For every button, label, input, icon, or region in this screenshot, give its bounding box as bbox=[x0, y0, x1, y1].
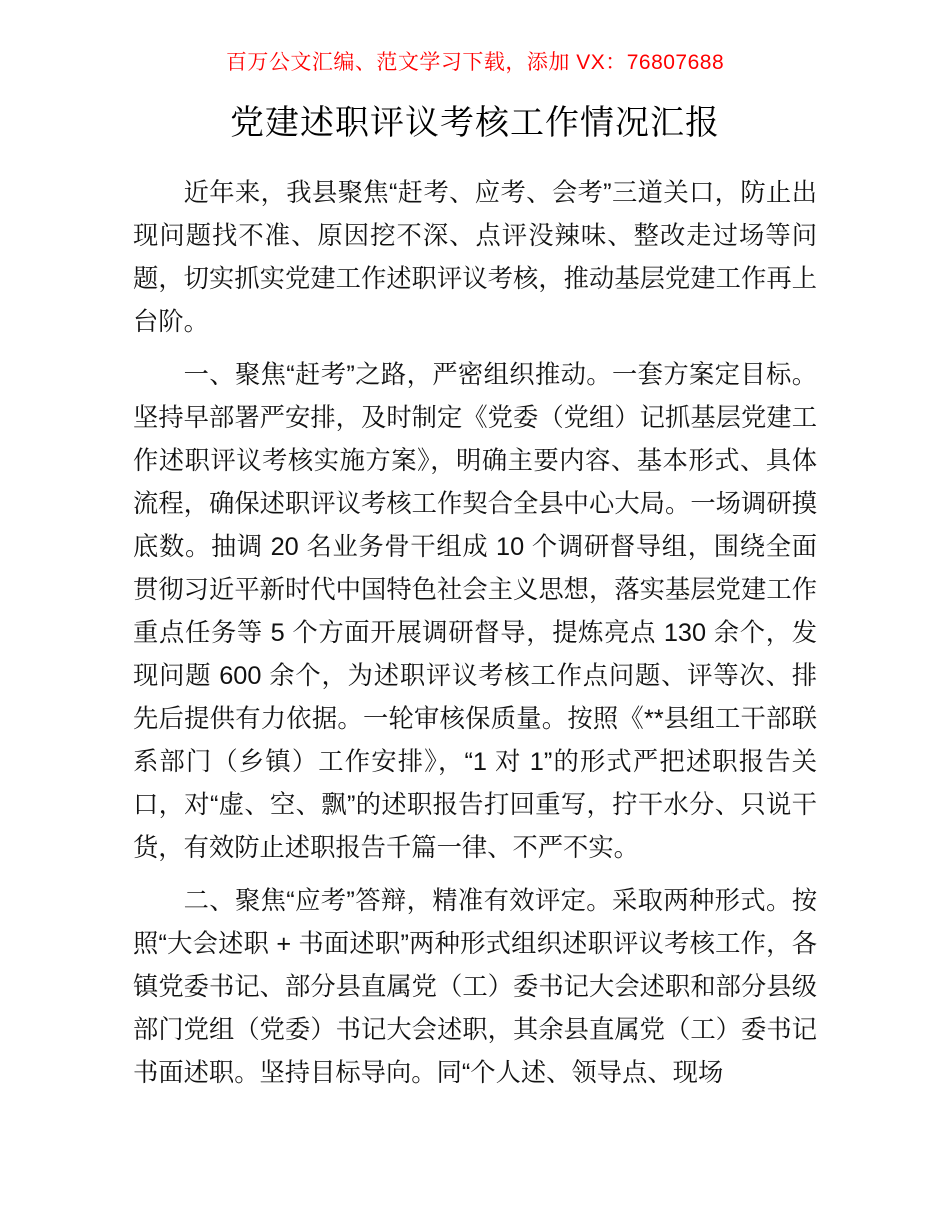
document-body bbox=[133, 172, 817, 1095]
paragraph-intro: 近年来，我县聚焦“赶考、应考、会考”三道关口，防止出现问题找不准、原因挖不深、点评没辣味、整改走过场等问题，切实抓实党建工作述职评议考核，推动基层党建工作再上台阶。 bbox=[133, 179, 817, 336]
promo-banner: 百万公文汇编、范文学习下载，添加 VX：76807688 bbox=[225, 51, 725, 74]
paragraph-section-2: 二、聚焦“应考”答辩，精准有效评定。采取两种形式。按照“大会述职 + 书面述职”两种形式组织述职评议考核工作，各镇党委书记、部分县直属党（工）委书记大会述职和部分县级部门党组（党委）书记大会述职，其余县直属党（工）委书记书面述职。坚持目标导向。同“个人述、领导点、现场 bbox=[133, 887, 817, 1087]
document-title: 党建述职评议考核工作情况汇报 bbox=[230, 104, 720, 142]
paragraph-section-1: 一、聚焦“赶考”之路，严密组织推动。一套方案定目标。坚持早部署严安排，及时制定《党委（党组）记抓基层党建工作述职评议考核实施方案》，明确主要内容、基本形式、具体流程，确保述职评议考核工作契合全县中心大局。一场调研摸底数。抽调 20 名业务骨干组成 10 个调研督导组，围绕全面贯彻习近平新时代中国特色社会主义思想，落实基层党建工作重点任务等 5 个方面开展调研督导，提炼亮点 130 余个，发现问题 600 余个，为述职评议考核工作点问题、评等次、排先后提供有力依据。一轮审核保质量。按照《**县组工干部联系部门（乡镇）工作安排》，“1 对 1”的形式严把述职报告关口，对“虚、空、飘”的述职报告打回重写，拧干水分、只说干货，有效防止述职报告千篇一律、不严不实。 bbox=[133, 361, 817, 862]
